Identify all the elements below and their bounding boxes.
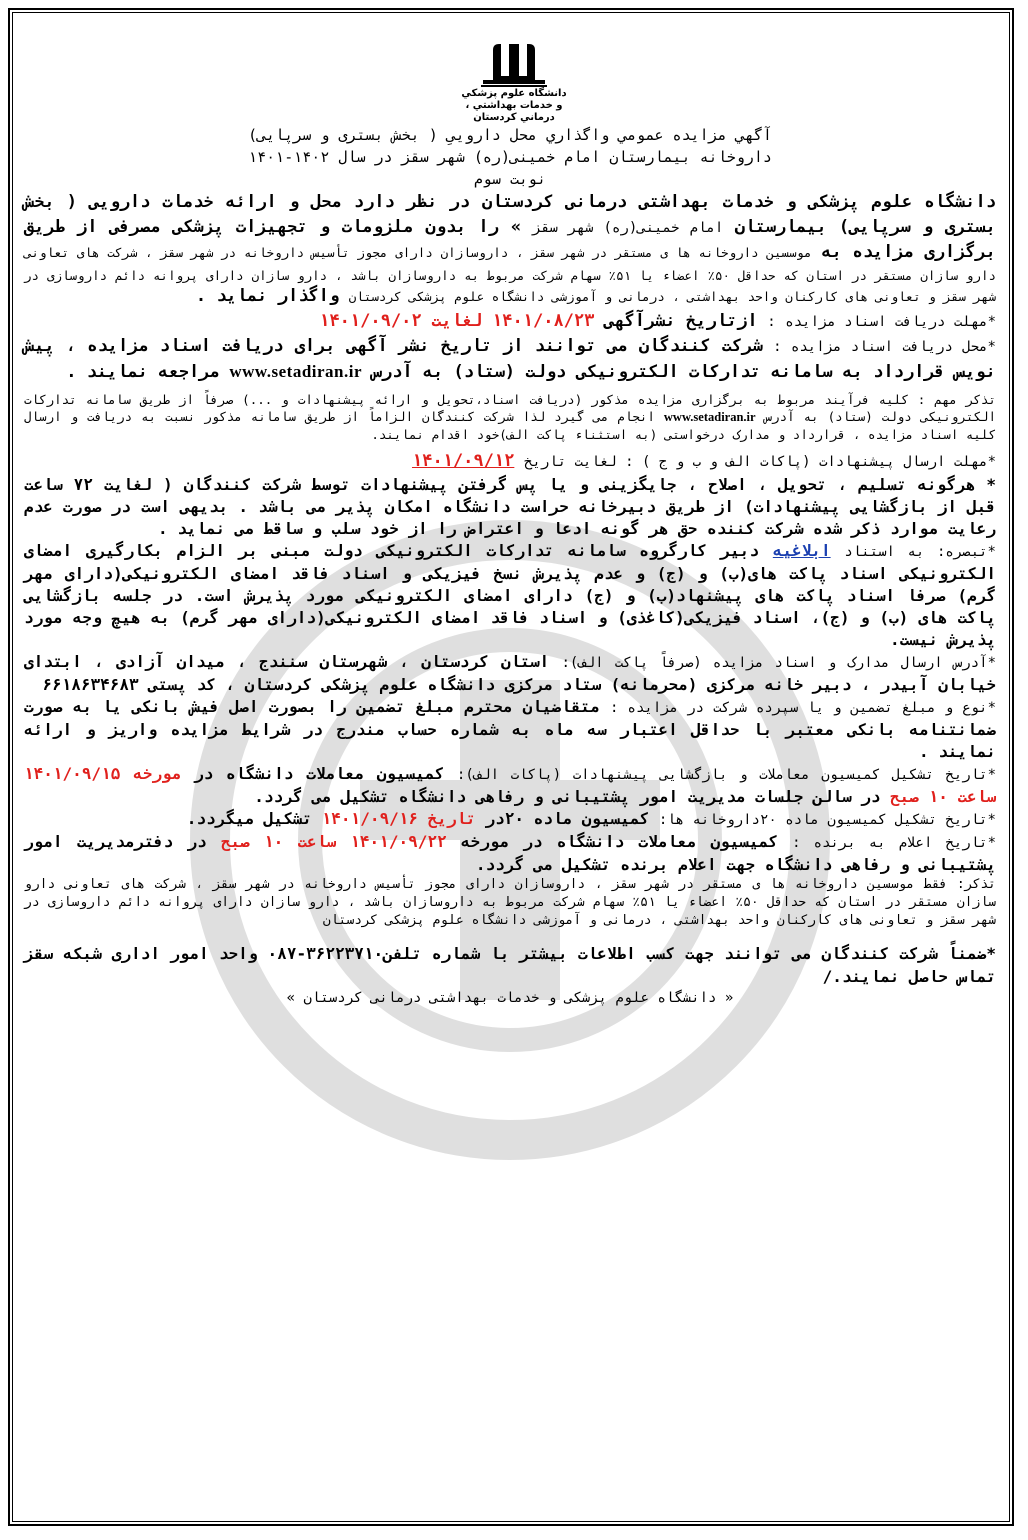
signature: « دانشگاه علوم پزشکی و خدمات بهداشتی درمانی کردستان » [286, 990, 734, 1006]
contact-paragraph: *ضمناً شرکت کنندگان می توانند جهت کسب اطلاعات بیشتر با شماره تلفن۳۶۲۲۳۷۱۰-۰۸۷ واحد امور اداری شبکه سقز تماس حاصل نمایند./ [24, 944, 996, 986]
note-label: *تبصره: به استناد [844, 544, 996, 560]
website-link[interactable]: www.setadiran.ir [229, 362, 363, 381]
opening-label: *تاریخ تشکیل کمیسیون معاملات و بازگشایی پیشنهادات (پاکات الف): [456, 767, 996, 783]
c20-label: *تاریخ تشکیل کمیسیون ماده ۲۰داروخانه ها: [658, 812, 996, 828]
c20-text: کمیسیون ماده ۲۰در [485, 809, 650, 828]
opening-text-2: در سالن جلسات مدیریت امور پشتیبانی و رفاهی دانشگاه تشکیل می گردد. [254, 787, 881, 806]
opening-text: کمیسیون معاملات دانشگاه در [194, 764, 445, 783]
winner-label: *تاریخ اعلام به برنده : [792, 835, 997, 851]
opening-date: مورخه ۱۴۰۱/۰۹/۱۵ ساعت ۱۰ صبح [24, 764, 996, 806]
winner-paragraph [24, 831, 996, 876]
university-name [0, 88, 1028, 124]
university-name-line: و خدمات بهداشتي ، [465, 100, 563, 111]
note-text: دبیر کارگروه سامانه تدارکات الکترونیکی دولت مبنی بر الزام بکارگیری امضای الکترونیکی اسناد پاکت های(ب) و (ج) و عدم پذیرش نسخ فیزیکی و اسناد فاقد امضای الکترونیکی(دارای مهر گرم) صرفا اسناد پاکت های پیشنهاد(ب) و (ج) دارای امضای الکترونیکی مورد پذیرش است. در جلسه بازگشایی پاکت های (ب) و (ج)، اسناد فیزیکی(کاغذی) و اسناد فاقد امضای الکترونیکی(دارای مهر گرم) به هیچ وجه مورد پذیرش نیست. [24, 541, 996, 649]
winner-text: کمیسیون معاملات دانشگاه در مورخه [460, 832, 778, 851]
c20-paragraph [24, 808, 996, 831]
submit-paragraph [24, 449, 996, 474]
place-paragraph [24, 334, 996, 385]
university-name-line: دانشگاه علوم پزشکي [461, 88, 567, 99]
intro-eligible: موسسین داروخانه ها ی مستقر در شهر سقز ، داروسازان دارای مجوز تأسیس داروخانه در شهر سقز ، شرکت های تعاونی دارو سازان مستقر در استان که حداقل ۵۰٪ اعضاء یا ۵۱٪ سهام شرکت مربوط به داروسازان باشد ، دارو سازان دارای پروانه دائم داروسازی در شهر سقز و تعاونی های کارکنان واحد بهداشتی ، درمانی و آموزشی دانشگاه علوم پزشکی کردستان [24, 245, 996, 304]
deadline-paragraph [24, 309, 996, 334]
deadline-end-date: ۱۴۰۱/۰۹/۰۲ [319, 311, 422, 331]
deadline-from: ازتاریخ نشرآگهی [604, 311, 758, 331]
reminder-text: کلیه فرآیند مربوط به برگزاری مزایده مذکور (دریافت اسناد،تحویل و ارائه پیشنهادات و ...) صرفاً از طریق سامانه تدارکات الکترونیکی دولت (ستاد) به آدرس [24, 392, 996, 424]
header [0, 40, 1028, 124]
deadline-start-date: ۱۴۰۱/۰۸/۲۳ [492, 311, 595, 331]
reminder-label: تذکر مهم : [917, 392, 996, 407]
reminder-paragraph [24, 391, 996, 443]
reminder-website[interactable]: www.setadiran.ir [663, 410, 756, 424]
intro-bold: دانشگاه علوم پزشکی و خدمات بهداشتی درمانی کردستان در نظر دارد محل و ارائه خدمات دارویی ( بخش بستری و سرپایی) بیمارستان [24, 192, 996, 237]
place-text: شرکت کنندگان می توانند از تاریخ نشر آگهی برای دریافت اسناد مزایده ، پیش نویس قرارداد به سامانه تدارکات الکترونیکی دولت (ستاد) به آدرس [24, 336, 996, 382]
reminder-text-2: انجام می گیرد لذا شرکت کنندگان الزاماً از طریق سامانه مذکور نسبت به دریافت و ارسال کلیه اسناد مزایده ، قرارداد و مدارک درخواستی (به استثناء پاکت الف)خود اقدام نمایند. [24, 409, 996, 442]
opening-paragraph [24, 763, 996, 808]
university-logo-icon [479, 40, 549, 88]
note-paragraph [24, 540, 996, 651]
deadline-colon: : [767, 314, 776, 330]
university-name-line: درماني کردستان [473, 112, 555, 123]
notice-title: آگهي مزايده عمومي واگذاري محل داروییِ ( بخش بستری و سرپایی) [248, 126, 772, 144]
notice-body [24, 124, 996, 1008]
deadline-label: *مهلت دریافت اسناد مزایده [785, 314, 996, 330]
intro-end: واگذار نماید . [195, 286, 340, 306]
guarantee-text: متقاضیان محترم مبلغ تضمین را بصورت اصل فیش بانکی یا به صورت ضمانتنامه بانکی معتبر با حداقل اعتبار سه ماه به شماره حساب مندرج در شرایط مزایده واریز و ارائه نمایند . [24, 697, 996, 761]
place-label: *محل دریافت اسناد مزایده : [773, 339, 996, 355]
notice-subtitle: داروخانه بیمارستان امام خمینی(ره) شهر سقز در سال ۱۴۰۲-۱۴۰۱ [248, 148, 772, 166]
winner-date: ۱۴۰۱/۰۹/۲۲ ساعت ۱۰ صبح [220, 832, 447, 851]
guarantee-paragraph [24, 696, 996, 763]
intro-normal: امام خمینی(ره) شهر سقز [532, 220, 724, 236]
c20-date: تاریخ ۱۴۰۱/۰۹/۱۶ [321, 809, 476, 828]
winner-text-2: در دفترمدیریت امور پشتیبانی و رفاهی دانشگاه جهت اعلام برنده تشکیل می گردد. [24, 832, 996, 874]
notice-round: نوبت سوم [473, 170, 547, 188]
submit-label: *مهلت ارسال پیشنهادات (پاکات الف و ب و ج ) : لغایت تاریخ [523, 454, 996, 470]
place-end: مراجعه نمایند . [66, 362, 220, 382]
guarantee-label: *نوع و مبلغ تضمین و یا سپرده شرکت در مزایده : [610, 700, 996, 716]
intro-bold-2: » را بدون ملزومات و تجهیزات پزشکی مصرفی از طریق برگزاری مزایده به [24, 217, 997, 262]
c20-end: تشکیل میگردد. [186, 809, 313, 828]
intro-paragraph [24, 190, 996, 309]
change-paragraph: * هرگونه تسلیم ، تحویل ، اصلاح ، جایگزینی و یا پس گرفتن پیشنهادات توسط شرکت کنندگان ( لغایت ۷۲ ساعت قبل از بازگشایی پیشنهادات) از طریق دبیرخانه حراست دانشگاه امکان پذیر می باشد . بدیهی است در صورت عدم رعایت موارد ذکر شده شرکت کننده حق هر گونه ادعا و اعتراض را از خود سلب و ساقط می نماید . [24, 475, 996, 538]
address-paragraph [24, 651, 996, 696]
reminder-2: تذکر: فقط موسسین داروخانه ها ی مستقر در شهر سقز ، داروسازان دارای مجوز تأسیس داروخانه در شهر سقز ، شرکت های تعاونی دارو سازان مستقر در استان که حداقل ۵۰٪ اعضاء یا ۵۱٪ سهام شرکت مربوط به داروسازان باشد ، دارو سازان دارای پروانه دائم داروسازی در شهر سقز و تعاونی های کارکنان واحد بهداشتی ، درمانی و آموزشی دانشگاه علوم پزشکی کردستان [24, 877, 996, 928]
note-link[interactable]: ابلاغیه [772, 541, 831, 560]
submit-date: ۱۴۰۱/۰۹/۱۲ [411, 451, 515, 471]
address-label: *آدرس ارسال مدارک و اسناد مزایده (صرفاً پاکت الف): [561, 655, 997, 671]
deadline-until: لغایت [431, 311, 483, 331]
address-text: استان کردستان ، شهرستان سنندج ، میدان آزادی ، ابتدای خیابان آبیدر ، دبیر خانه مرکزی (محرمانه) ستاد مرکزی دانشگاه علوم پزشکی کردستان ، کد پستی ۶۶۱۸۶۳۴۶۸۳ [24, 652, 996, 694]
